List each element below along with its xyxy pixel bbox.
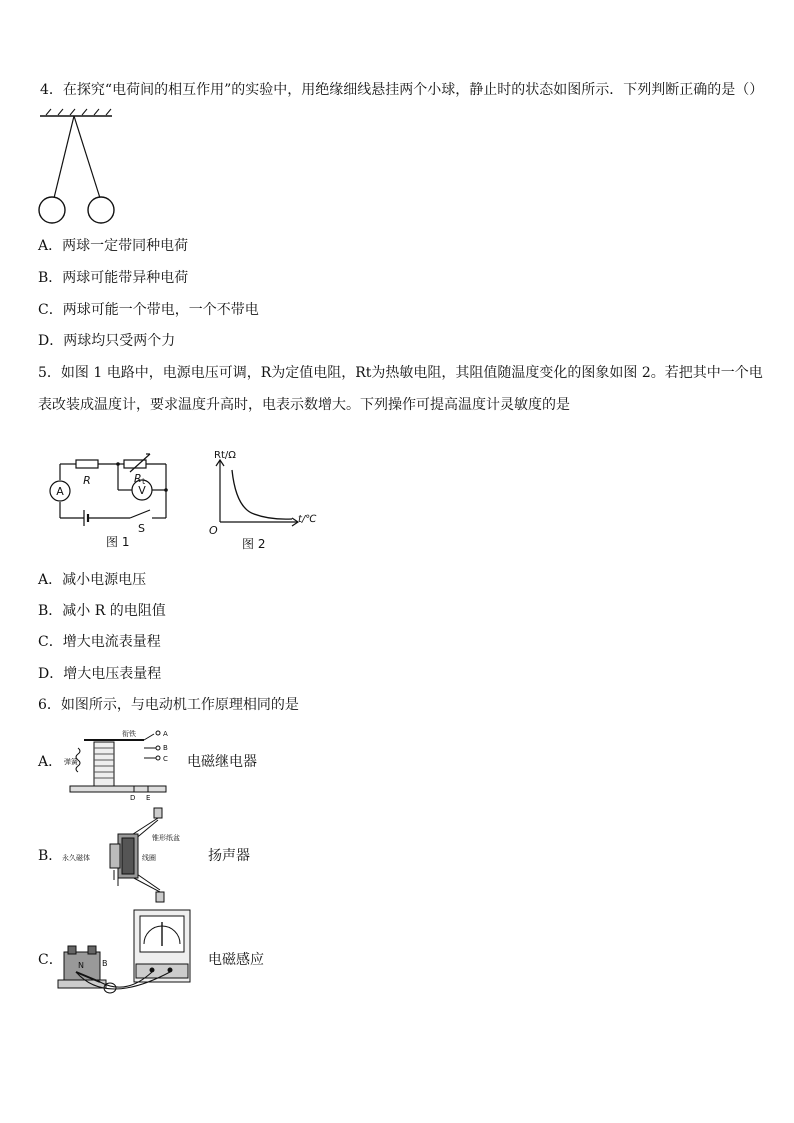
q5-option-a: A．减小电源电压 [38,572,147,588]
induction-b-label: B [102,959,108,968]
right-ball [88,197,114,223]
q5-circuit-figure [46,450,196,560]
q6-relay-figure [64,728,184,802]
q5-stem-line1: 5．如图 1 电路中，电源电压可调，R为定值电阻，Rt为热敏电阻，其阻值随温度变化的图象如图 2。若把其中一个电 [38,365,763,381]
q4-option-b: B．两球可能带异种电荷 [38,270,189,286]
relay-spring-label: 弹簧 [64,758,78,766]
q6-option-b-caption: 扬声器 [208,848,250,864]
fig1-caption: 图 1 [106,535,130,549]
speaker-coil-label: 线圈 [142,854,156,862]
resistor-r [76,460,98,468]
q5-option-c: C．增大电流表量程 [38,634,161,650]
relay-d-label: D [130,794,136,802]
fig2-xlabel: t/℃ [298,514,317,525]
r-label: R [83,474,91,487]
induction-n-label: N [78,961,84,970]
q5-thermistor-graph [206,446,336,556]
q6-option-c-letter: C． [38,952,63,968]
q5-option-d: D．增大电压表量程 [38,666,162,682]
q6-option-a-letter: A． [38,754,63,770]
left-ball [39,197,65,223]
fig2-caption: 图 2 [242,537,266,551]
rt-curve [232,470,292,519]
ammeter-label: A [56,485,64,498]
q4-stem: 4．在探究“电荷间的相互作用”的实验中，用绝缘细线悬挂两个小球，静止时的状态如图所示．下列判断正确的是（） [40,82,764,98]
fig2-ylabel: Rt/Ω [214,450,236,461]
q6-speaker-figure [62,806,192,906]
q4-option-d: D．两球均只受两个力 [38,333,176,349]
q5-stem-line2: 表改装成温度计，要求温度升高时，电表示数增大。下列操作可提高温度计灵敏度的是 [38,397,570,413]
speaker-magnet-label: 永久磁体 [62,854,90,862]
q6-stem: 6．如图所示，与电动机工作原理相同的是 [38,697,299,713]
q6-option-c-caption: 电磁感应 [208,952,264,968]
relay-armature-label: 衔铁 [122,730,136,738]
q4-option-c: C．两球可能一个带电，一个不带电 [38,302,259,318]
switch-label: S [138,522,145,535]
q6-option-b-letter: B． [38,848,63,864]
rt-subscript: t [142,477,146,486]
fig2-origin: O [209,524,218,537]
q4-option-a: A．两球一定带同种电荷 [38,238,189,254]
q6-induction-figure [56,906,206,1016]
voltmeter-label: V [138,484,146,497]
q4-pendulum-figure [36,108,156,228]
q6-option-a-caption: 电磁继电器 [187,754,257,770]
relay-b-label: B [163,744,168,752]
relay-c-label: C [163,755,168,763]
relay-e-label: E [146,794,151,802]
q5-option-b: B．减小 R 的电阻值 [38,603,166,619]
speaker-cone-label: 锥形纸盆 [152,834,180,842]
rt-label: R [134,472,142,485]
relay-a-label: A [163,730,168,738]
